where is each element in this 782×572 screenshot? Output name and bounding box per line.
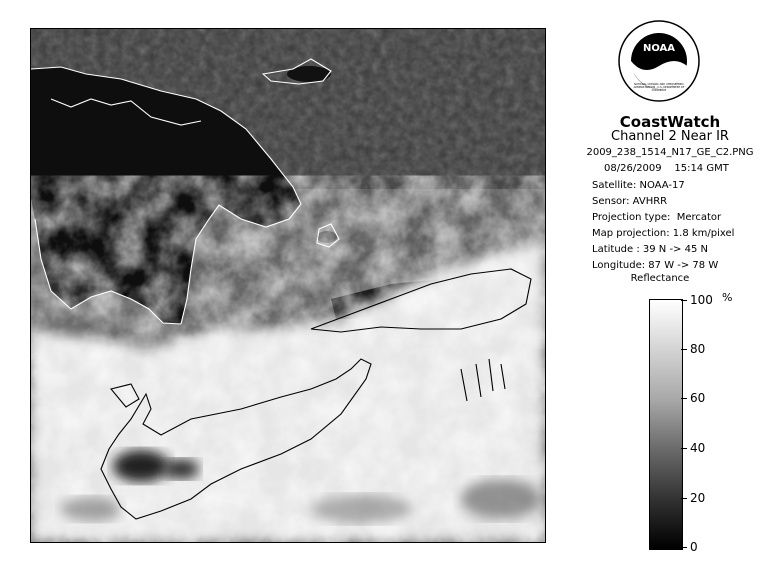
colorbar-label-60: 60 (690, 391, 706, 405)
colorbar-label-100: 100 (690, 293, 713, 307)
colorbar-tick (681, 547, 687, 548)
datetime-text: 08/26/2009 15:14 GMT (604, 163, 729, 174)
colorbar-tick (681, 398, 687, 399)
map-image (31, 29, 545, 542)
colorbar-label-0: 0 (690, 540, 698, 554)
noaa-logo-ring-text: NATIONAL OCEANIC AND ATMOSPHERIC ADMINISTRATION · U.S. DEPARTMENT OF COMMERCE (633, 83, 685, 92)
colorbar-tick (681, 349, 687, 350)
colorbar-label-80: 80 (690, 342, 706, 356)
colorbar-tick (681, 448, 687, 449)
channel-subtitle: Channel 2 Near IR (611, 129, 729, 144)
colorbar-label-20: 20 (690, 491, 706, 505)
colorbar-tick (681, 300, 687, 301)
colorbar-unit: % (722, 291, 733, 304)
file-name: 2009_238_1514_N17_GE_C2.PNG (586, 147, 754, 158)
noaa-logo (618, 20, 700, 102)
colorbar-tick (681, 498, 687, 499)
colorbar (649, 299, 683, 550)
satellite-text: Satellite: NOAA-17 (592, 180, 685, 191)
noaa-logo-text: NOAA (642, 43, 676, 54)
colorbar-title: Reflectance (630, 273, 690, 284)
map-projection-text: Map projection: 1.8 km/pixel (592, 228, 735, 239)
sensor-text: Sensor: AVHRR (592, 196, 668, 207)
longitude-text: Longitude: 87 W -> 78 W (592, 260, 719, 271)
product-title: CoastWatch (619, 113, 721, 131)
colorbar-label-40: 40 (690, 441, 706, 455)
latitude-text: Latitude : 39 N -> 45 N (592, 244, 708, 255)
satellite-map (30, 28, 546, 543)
projection-type-text: Projection type: Mercator (592, 212, 722, 223)
